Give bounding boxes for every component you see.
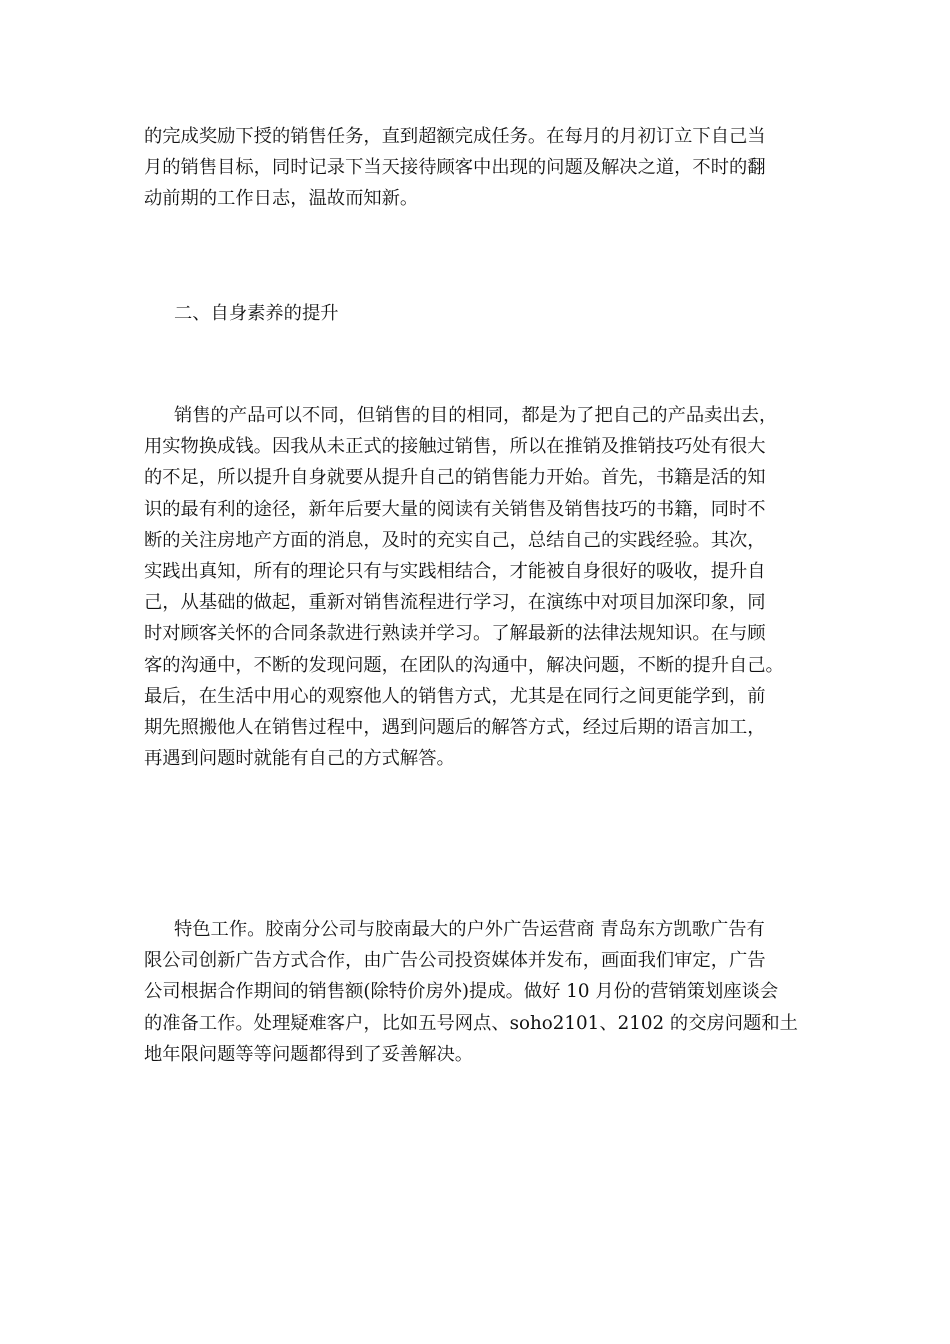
text-line: 的完成奖励下授的销售任务，直到超额完成任务。在每月的月初订立下自己当 [144,126,766,147]
text-line: 的准备工作。处理疑难客户，比如五号网点、soho2101、2102 的交房问题和土 [144,1012,798,1034]
section-heading [144,298,808,329]
text-line: 用实物换成钱。因我从未正式的接触过销售，所以在推销及推销技巧处有很大 [144,436,766,458]
text-line: 识的最有利的途径，新年后要大量的阅读有关销售及销售技巧的书籍，同时不 [144,498,766,520]
paragraph-self-improvement [144,400,808,774]
paragraph-sales-targets [144,121,808,215]
text-line: 再遇到问题时就能有自己的方式解答。 [144,748,455,770]
text-line: 己，从基础的做起，重新对销售流程进行学习，在演练中对项目加深印象，同 [144,592,766,614]
paragraph-featured-work [144,914,808,1070]
text-line: 客的沟通中，不断的发现问题，在团队的沟通中，解决问题，不断的提升自己。 [144,654,784,676]
text-line: 期先照搬他人在销售过程中，遇到问题后的解答方式，经过后期的语言加工， [144,716,766,738]
text-line: 地年限问题等等问题都得到了妥善解决。 [144,1043,474,1065]
text-line: 公司根据合作期间的销售额(除特价房外)提成。做好 10 月份的营销策划座谈会 [144,981,779,1003]
text-line: 特色工作。胶南分公司与胶南最大的户外广告运营商 青岛东方凯歌广告有 [174,919,765,940]
text-line: 断的关注房地产方面的消息，及时的充实自己，总结自己的实践经验。其次， [144,529,766,551]
text-line: 的不足，所以提升自身就要从提升自己的销售能力开始。首先，书籍是活的知 [144,467,766,489]
text-line: 动前期的工作日志，温故而知新。 [144,188,419,210]
text-line: 时对顾客关怀的合同条款进行熟读并学习。了解最新的法律法规知识。在与顾 [144,623,766,645]
text-line: 销售的产品可以不同，但销售的目的相同，都是为了把自己的产品卖出去， [174,405,778,426]
heading-text: 二、自身素养的提升 [174,303,339,324]
text-line: 月的销售目标，同时记录下当天接待顾客中出现的问题及解决之道，不时的翻 [144,157,766,179]
text-line: 限公司创新广告方式合作，由广告公司投资媒体并发布，画面我们审定，广告 [144,950,766,972]
text-line: 最后，在生活中用心的观察他人的销售方式，尤其是在同行之间更能学到，前 [144,685,766,707]
text-line: 实践出真知，所有的理论只有与实践相结合，才能被自身很好的吸收，提升自 [144,560,766,582]
